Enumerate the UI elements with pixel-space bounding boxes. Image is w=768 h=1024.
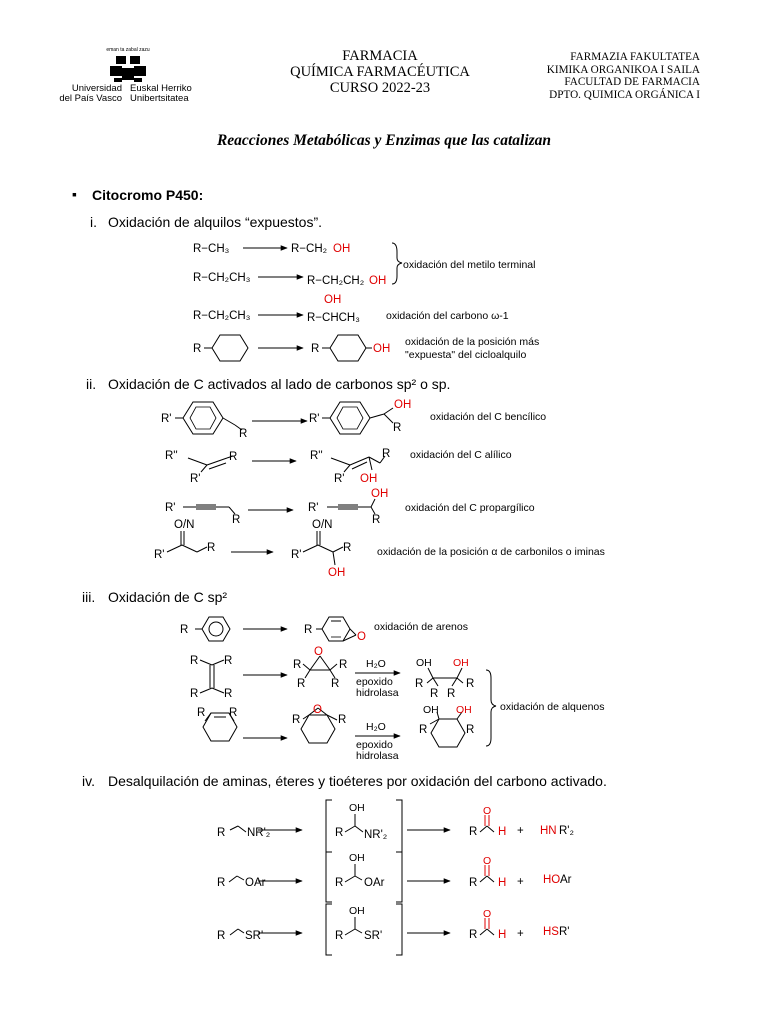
formula: R [224,655,233,667]
formula: R' [154,549,165,561]
aldehyde-h: H [498,929,507,941]
reagent: epoxido [356,739,393,751]
formula: R [193,343,202,355]
formula: OH [416,657,432,669]
section-heading: Citocromo P450: [92,187,204,203]
formula: R' [309,413,320,425]
formula: R−CHCH₃ [307,312,360,324]
university-line: Universidad [71,83,122,94]
reagent: epoxido [356,676,393,688]
carbonyl-oxygen: O [483,805,492,817]
formula: R [232,514,241,526]
formula: R [224,688,233,700]
hydroxyl: OH [328,567,346,579]
reaction-label: oxidación del carbono ω-1 [386,310,509,322]
hydroxyl: OH [456,704,472,716]
formula: OAr [245,877,266,889]
reaction-label: oxidación del C propargílico [405,502,535,514]
carbonyl-oxygen: O [483,855,492,867]
formula: R [331,678,340,690]
formula: R' [165,502,176,514]
formula: R [382,448,391,460]
hydroxyl: OH [394,399,412,411]
subsection-heading: Oxidación de C activados al lado de carbonos sp² o sp. [108,376,451,392]
formula: R [338,714,347,726]
formula: R [217,930,226,942]
aldehyde-h: H [498,826,507,838]
header-line: KIMIKA ORGANIKOA I SAILA [546,63,700,76]
formula: R−CH₂CH₂ [307,275,365,287]
subsection-number: ii. [86,376,97,392]
formula: R [229,707,238,719]
formula: R' [161,413,172,425]
formula: O/N [312,519,333,531]
hydroxyl: OH [369,275,387,287]
formula: OH [349,802,365,814]
subsection-heading: Oxidación de C sp² [108,589,228,605]
carbonyl-oxygen: O [483,908,492,920]
formula: R' [291,549,302,561]
plus: + [517,876,524,888]
reaction-label: oxidación de arenos [374,621,468,633]
formula: R [469,929,478,941]
formula: R [419,724,428,736]
reaction-label: oxidación del metilo terminal [403,259,536,271]
reaction-label: oxidación de alquenos [500,701,605,713]
subsection-number: iv. [82,773,95,789]
header-line: FARMACIA [342,48,418,64]
subsection-number: i. [90,214,97,230]
hydroxyl: OH [371,488,389,500]
product-r: R'₂ [559,825,574,837]
reaction-label: oxidación de la posición α de carbonilos o iminas [377,546,605,558]
header-line: FARMAZIA FAKULTATEA [570,51,700,63]
formula: R [311,343,320,355]
product-r: R' [559,926,570,938]
formula: R [469,826,478,838]
formula: SR' [364,930,383,942]
formula: R [343,542,352,554]
formula: NR'₂ [364,829,388,841]
formula: R [447,688,456,700]
formula: R [190,688,199,700]
formula: R [180,624,189,636]
formula: R−CH₂CH₃ [193,310,251,322]
bullet: ▪ [72,186,77,202]
formula: R [335,877,344,889]
product-r: Ar [560,874,572,886]
university-line: Unibertsitatea [130,93,189,104]
formula: R [430,688,439,700]
product-h: HN [540,825,557,837]
epoxide-oxygen: O [314,646,323,658]
subsection-number: iii. [82,589,96,605]
formula: OH [349,852,365,864]
formula: NR'₂ [247,827,271,839]
logo-motto: eman ta zabal zazu [106,47,150,53]
subsection-heading: Oxidación de alquilos “expuestos”. [108,214,323,230]
formula: R [217,877,226,889]
reagent: hidrolasa [356,750,399,762]
header-line: FACULTAD DE FARMACIA [564,76,700,88]
hydroxyl: OH [333,243,351,255]
formula: OH [423,704,439,716]
formula: R−CH₂ [291,243,328,255]
formula: R'' [165,450,178,462]
formula: OAr [364,877,385,889]
hydroxyl: OH [324,294,342,306]
epoxide-oxygen: O [313,704,322,716]
header-line: DPTO. QUIMICA ORGÁNICA I [549,88,700,101]
product-h: HO [543,874,561,886]
hydroxyl: OH [360,473,378,485]
formula: R' [190,473,201,485]
formula: R [297,678,306,690]
university-line: del País Vasco [59,93,122,104]
formula: R [466,724,475,736]
formula: R [190,655,199,667]
formula: R [415,678,424,690]
reaction-label: oxidación del C bencílico [430,411,547,423]
formula: R [469,877,478,889]
formula: R−CH₂CH₃ [193,272,251,284]
reaction-label: oxidación del C alílico [410,449,512,461]
formula: R'' [310,450,323,462]
formula: O/N [174,519,195,531]
header-line: CURSO 2022-23 [329,80,431,96]
epoxide-oxygen: O [357,631,366,643]
university-line: Euskal Herriko [130,83,192,94]
formula: SR' [245,930,264,942]
formula: R [229,451,238,463]
reagent: hidrolasa [356,687,399,699]
formula: R [335,827,344,839]
formula: R' [308,502,319,514]
formula: R [466,678,475,690]
subsection-heading: Desalquilación de aminas, éteres y tioéteres por oxidación del carbono activado. [108,773,607,789]
formula: R [339,659,348,671]
formula: R [372,514,381,526]
formula: R [393,422,402,434]
reaction-label: "expuesta" del cicloalquilo [405,349,527,361]
formula: R [217,827,226,839]
formula: R−CH₃ [193,243,230,255]
reagent: H₂O [366,721,386,733]
hydroxyl: OH [373,343,391,355]
formula: R [292,714,301,726]
formula: R [239,428,248,440]
header-line: QUÍMICA FARMACÉUTICA [290,64,470,80]
formula: R [197,707,206,719]
formula: R' [334,473,345,485]
aldehyde-h: H [498,877,507,889]
page-title: Reacciones Metabólicas y Enzimas que las catalizan [216,132,552,149]
reagent: H₂O [366,658,386,670]
reaction-label: oxidación de la posición más [405,336,540,348]
hydroxyl: OH [453,657,469,669]
plus: + [517,928,524,940]
formula: R [207,542,216,554]
formula: R [335,930,344,942]
formula: R [304,624,313,636]
product-h: HS [543,926,559,938]
formula: R [293,659,302,671]
plus: + [517,825,524,837]
formula: OH [349,905,365,917]
